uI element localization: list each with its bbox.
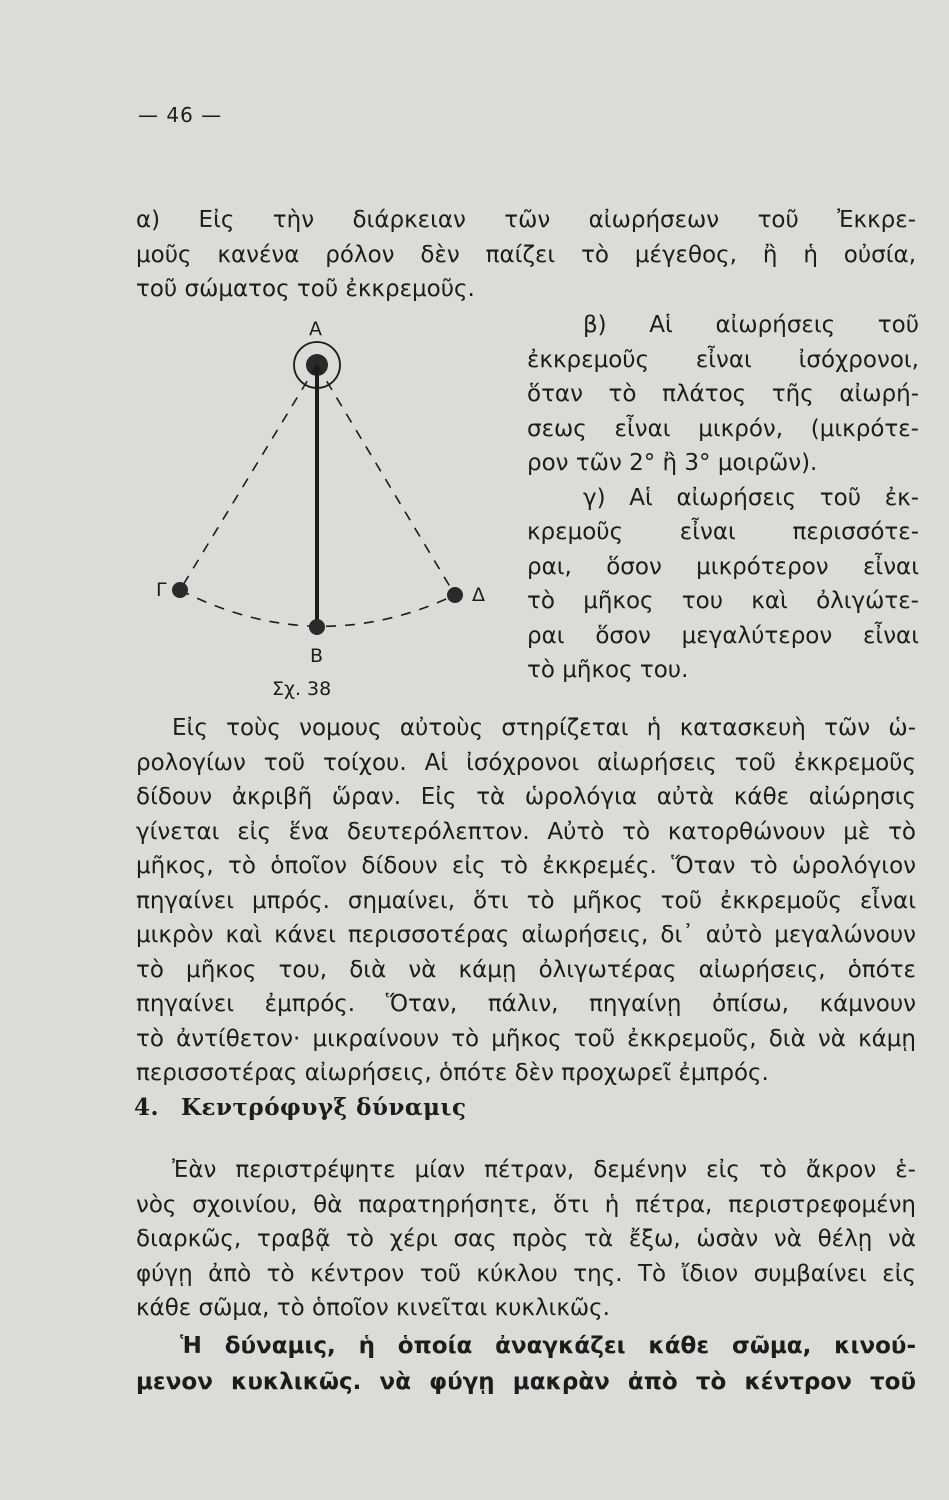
page-number: — 46 — — [138, 103, 223, 127]
text-line: γ) Αἱ αἰωρήσεις τοῦ ἐκ- — [583, 484, 919, 511]
text-line: κρεμοῦς εἶναι περισσότε- — [527, 519, 919, 545]
figure-label-left: Γ — [156, 579, 167, 601]
definition-paragraph — [136, 1328, 916, 1400]
figure-label-top: Α — [309, 318, 322, 340]
text-line: τὸ μῆκος του καὶ ὀλιγώτε- — [527, 588, 919, 614]
text-line: πηγαίνει ἐμπρός. Ὅταν, πάλιν, πηγαίνῃ ὀπίσω, κάμνουν — [136, 991, 916, 1017]
text-line: ρον τῶν 2° ἢ 3° μοιρῶν). — [527, 450, 818, 476]
left-swing-line — [180, 365, 317, 590]
text-line: τὸ μῆκος του, διὰ νὰ κάμῃ ὀλιγωτέρας αἰωρήσεις, ὁπότε — [136, 956, 916, 983]
text-line: β) Αἱ αἰωρήσεις τοῦ — [583, 312, 919, 338]
section-heading — [134, 1094, 467, 1121]
section-title: Κεντρόφυγξ δύναμις — [181, 1094, 467, 1121]
text-line: ραι ὅσον μεγαλύτερον εἶναι — [527, 622, 919, 649]
text-line: πηγαίνει μπρός. σημαίνει, ὅτι τὸ μῆκος τοῦ ἐκκρεμοῦς εἶναι — [136, 887, 916, 914]
bob-right — [447, 587, 463, 603]
text-line: γίνεται εἰς ἕνα δευτερόλεπτον. Αὐτὸ τὸ κατορθώνουν μὲ τὸ — [136, 818, 916, 845]
text-line: φύγῃ ἀπὸ τὸ κέντρον τοῦ κύκλου της. Τὸ ἴδιον συμβαίνει εἰς — [136, 1260, 916, 1287]
figure-label-right: Δ — [472, 584, 485, 606]
text-line: ραι, ὅσον μικρότερον εἶναι — [527, 553, 919, 580]
text-line: σεως εἶναι μικρόν, (μικρότε- — [527, 415, 919, 442]
text-line: ρολογίων τοῦ τοίχου. Αἱ ἰσόχρονοι αἰωρήσεις τοῦ ἐκκρεμοῦς — [136, 749, 916, 776]
text-line: α) Εἰς τὴν διάρκειαν τῶν αἰωρήσεων τοῦ Ἐκκρε- — [136, 207, 916, 233]
text-line: τὸ ἀντίθετον· μικραίνουν τὸ μῆκος τοῦ ἐκκρεμοῦς, διὰ νὰ κάμῃ — [136, 1025, 916, 1052]
pendulum-figure — [150, 300, 510, 720]
bob-bottom — [309, 619, 325, 635]
text-line: μῆκος, τὸ ὁποῖον δίδουν εἰς τὸ ἐκκρεμές. Ὅταν τὸ ὡρολόγιον — [136, 853, 916, 879]
text-line: περισσοτέρας αἰωρήσεις, ὁπότε δὲν προχωρεῖ ἐμπρός. — [136, 1060, 769, 1086]
figure-label-bottom: Β — [310, 645, 324, 667]
right-column-text — [527, 308, 919, 688]
text-line: μικρὸν καὶ κάνει περισσοτέρας αἰωρήσεις, δι᾽ αὐτὸ μεγαλώνουν — [136, 922, 916, 948]
text-line: Ἡ δύναμις, ἡ ὁποία ἀναγκάζει κάθε σῶμα, κινού- — [180, 1333, 916, 1359]
text-line: τοῦ σώματος τοῦ ἐκκρεμοῦς. — [136, 276, 475, 302]
section-number: 4. — [134, 1094, 160, 1121]
text-line: κάθε σῶμα, τὸ ὁποῖον κινεῖται κυκλικῶς. — [136, 1295, 610, 1321]
text-line: τὸ μῆκος του. — [527, 657, 689, 683]
section-paragraph — [136, 1153, 916, 1326]
text-line: ὅταν τὸ πλάτος τῆς αἰωρή- — [527, 381, 919, 407]
text-line: μενον κυκλικῶς. νὰ φύγῃ μακρὰν ἀπὸ τὸ κέντρον τοῦ — [136, 1369, 916, 1395]
text-line: μοῦς κανένα ρόλον δὲν παίζει τὸ μέγεθος, ἢ ἡ οὐσία, — [136, 241, 916, 268]
intro-paragraph — [136, 203, 916, 307]
text-line: Εἰς τοὺς νομους αὐτοὺς στηρίζεται ἡ κατασκευὴ τῶν ὡ- — [172, 715, 916, 741]
text-line: Ἐὰν περιστρέψητε μίαν πέτραν, δεμένην εἰς τὸ ἄκρον ἑ- — [172, 1157, 916, 1183]
text-line: δίδουν ἀκριβῆ ὥραν. Εἰς τὰ ὡρολόγια αὐτὰ κάθε αἰώρησις — [136, 784, 916, 810]
text-line: διαρκῶς, τραβᾷ τὸ χέρι σας πρὸς τὰ ἔξω, ὡσὰν νὰ θέλῃ νὰ — [136, 1226, 916, 1252]
right-swing-line — [317, 365, 455, 595]
text-line: νὸς σχοινίου, θὰ παρατηρήσητε, ὅτι ἡ πέτρα, περιστρεφομένη — [136, 1191, 916, 1218]
bob-left — [172, 582, 188, 598]
body-paragraph — [136, 711, 916, 1091]
text-line: ἐκκρεμοῦς εἶναι ἰσόχρονοι, — [527, 346, 919, 373]
figure-caption: Σχ. 38 — [272, 678, 332, 700]
